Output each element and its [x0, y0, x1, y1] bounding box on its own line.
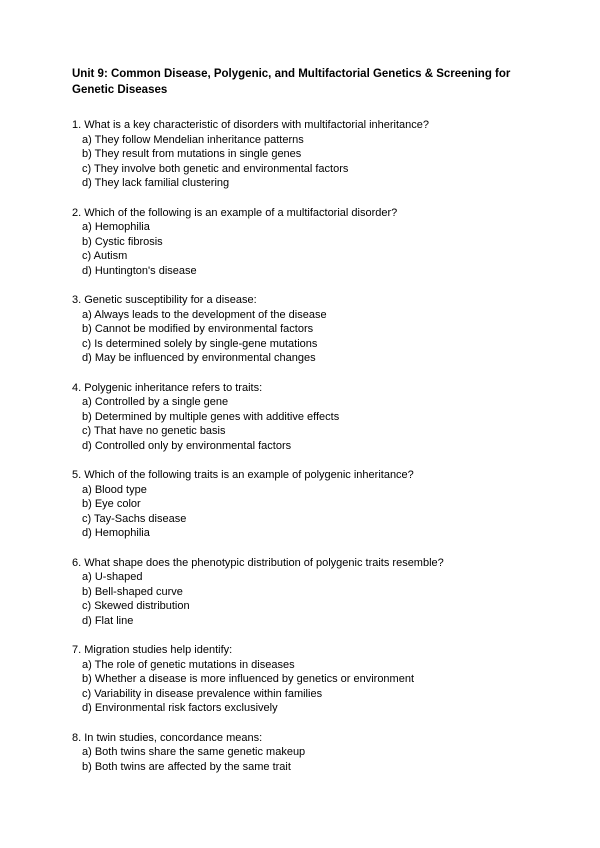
question-text: 7. Migration studies help identify: [72, 644, 233, 656]
question-block-3 [72, 293, 532, 366]
answer-option: a) U-shaped [82, 571, 143, 583]
answer-option: d) They lack familial clustering [82, 177, 230, 189]
question-text: 8. In twin studies, concordance means: [72, 731, 263, 744]
answer-option: a) Hemophilia [82, 221, 150, 233]
answer-option: c) Skewed distribution [82, 600, 190, 612]
question-block-7 [72, 643, 532, 716]
answer-option: d) Huntington's disease [82, 264, 197, 277]
document-title: Unit 9: Common Disease, Polygenic, and Multifactorial Genetics & Screening for Genetic Diseases [72, 68, 511, 96]
answer-option: a) Always leads to the development of the disease [82, 308, 327, 321]
answer-option: b) Bell-shaped curve [82, 585, 183, 598]
answer-option: c) Is determined solely by single-gene mutations [82, 337, 318, 350]
answer-option: a) Both twins share the same genetic makeup [82, 746, 306, 758]
answer-option: b) Cannot be modified by environmental factors [82, 323, 314, 335]
answer-option: d) May be influenced by environmental changes [82, 352, 316, 364]
answer-option: b) Both twins are affected by the same trait [82, 760, 291, 773]
question-text: 4. Polygenic inheritance refers to traits: [72, 381, 263, 394]
question-text: 2. Which of the following is an example of a multifactorial disorder? [72, 206, 398, 219]
question-block-2 [72, 206, 532, 279]
question-block-4 [72, 381, 532, 454]
question-text: 1. What is a key characteristic of disorders with multifactorial inheritance? [72, 119, 430, 131]
answer-option: c) They involve both genetic and environmental factors [82, 162, 349, 175]
answer-option: b) Determined by multiple genes with additive effects [82, 410, 340, 423]
answer-option: b) They result from mutations in single genes [82, 148, 302, 160]
question-text: 6. What shape does the phenotypic distribution of polygenic traits resemble? [72, 556, 444, 569]
answer-option: c) Variability in disease prevalence within families [82, 687, 323, 700]
question-block-1 [72, 118, 532, 191]
answer-option: b) Whether a disease is more influenced by genetics or environment [82, 673, 415, 685]
answer-option: c) Autism [82, 250, 128, 262]
answer-option: d) Flat line [82, 614, 134, 627]
answer-option: a) The role of genetic mutations in diseases [82, 658, 295, 671]
answer-option: a) Blood type [82, 483, 147, 496]
answer-option: b) Eye color [82, 498, 141, 510]
question-block-6 [72, 556, 532, 629]
answer-option: d) Controlled only by environmental factors [82, 439, 292, 452]
question-text: 3. Genetic susceptibility for a disease: [72, 294, 257, 306]
answer-option: a) Controlled by a single gene [82, 396, 229, 408]
answer-option: a) They follow Mendelian inheritance patterns [82, 133, 304, 146]
answer-option: c) Tay-Sachs disease [82, 512, 187, 525]
answer-option: d) Hemophilia [82, 527, 150, 539]
question-block-5 [72, 468, 532, 541]
answer-option: b) Cystic fibrosis [82, 235, 163, 248]
question-text: 5. Which of the following traits is an example of polygenic inheritance? [72, 469, 414, 481]
answer-option: c) That have no genetic basis [82, 425, 226, 437]
question-block-8 [72, 731, 532, 775]
answer-option: d) Environmental risk factors exclusively [82, 702, 278, 714]
